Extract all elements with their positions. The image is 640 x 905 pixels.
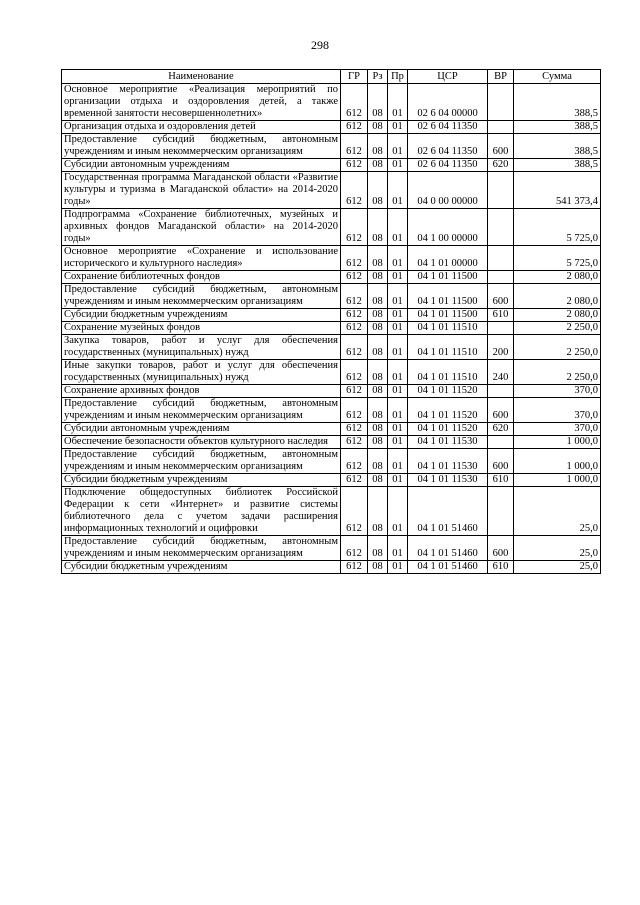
row-gr: 612 <box>341 335 368 360</box>
row-name: Предоставление субсидий бюджетным, автономным учреждениям и иным некоммерческим организациям <box>62 284 341 309</box>
table-row <box>62 121 601 134</box>
row-name: Сохранение музейных фондов <box>62 322 341 335</box>
table-row <box>62 159 601 172</box>
row-sum: 2 080,0 <box>514 284 601 309</box>
row-name: Основное мероприятие «Сохранение и использование исторического и культурного наследия» <box>62 246 341 271</box>
column-header-rz: Рз <box>368 70 388 84</box>
row-rz: 08 <box>368 561 388 574</box>
row-sum: 541 373,4 <box>514 172 601 209</box>
row-vr: 610 <box>488 561 514 574</box>
row-rz: 08 <box>368 209 388 246</box>
row-vr <box>488 84 514 121</box>
table-row <box>62 246 601 271</box>
column-header-pr: Пр <box>388 70 408 84</box>
row-sum: 2 080,0 <box>514 309 601 322</box>
row-rz: 08 <box>368 121 388 134</box>
row-pr: 01 <box>388 398 408 423</box>
column-header-gr: ГР <box>341 70 368 84</box>
table-row <box>62 84 601 121</box>
row-gr: 612 <box>341 385 368 398</box>
row-sum: 388,5 <box>514 121 601 134</box>
row-gr: 612 <box>341 474 368 487</box>
row-sum: 370,0 <box>514 398 601 423</box>
row-gr: 612 <box>341 487 368 536</box>
row-sum: 2 080,0 <box>514 271 601 284</box>
table-row <box>62 335 601 360</box>
row-sum: 5 725,0 <box>514 209 601 246</box>
row-csr: 04 1 01 11520 <box>408 398 488 423</box>
table-header <box>62 70 601 84</box>
row-pr: 01 <box>388 385 408 398</box>
row-rz: 08 <box>368 159 388 172</box>
row-rz: 08 <box>368 449 388 474</box>
row-name: Государственная программа Магаданской области «Развитие культуры и туризма в Магаданской области» на 2014-2020 годы» <box>62 172 341 209</box>
row-gr: 612 <box>341 436 368 449</box>
row-gr: 612 <box>341 536 368 561</box>
row-vr: 600 <box>488 398 514 423</box>
row-rz: 08 <box>368 172 388 209</box>
row-pr: 01 <box>388 172 408 209</box>
row-vr: 600 <box>488 284 514 309</box>
table-row <box>62 487 601 536</box>
row-rz: 08 <box>368 385 388 398</box>
row-name: Субсидии автономным учреждениям <box>62 159 341 172</box>
row-vr: 240 <box>488 360 514 385</box>
row-pr: 01 <box>388 474 408 487</box>
table-body <box>62 84 601 574</box>
row-gr: 612 <box>341 209 368 246</box>
row-csr: 04 1 01 11530 <box>408 474 488 487</box>
page-number: 298 <box>311 38 329 52</box>
row-sum: 25,0 <box>514 487 601 536</box>
row-csr: 04 1 01 11530 <box>408 436 488 449</box>
row-pr: 01 <box>388 84 408 121</box>
row-csr: 02 6 04 11350 <box>408 134 488 159</box>
row-csr: 04 1 01 00000 <box>408 246 488 271</box>
row-csr: 04 1 01 11500 <box>408 271 488 284</box>
row-name: Предоставление субсидий бюджетным, автономным учреждениям и иным некоммерческим организациям <box>62 134 341 159</box>
row-name: Сохранение архивных фондов <box>62 385 341 398</box>
row-csr: 02 6 04 00000 <box>408 84 488 121</box>
row-pr: 01 <box>388 561 408 574</box>
row-gr: 612 <box>341 84 368 121</box>
row-gr: 612 <box>341 398 368 423</box>
row-name: Иные закупки товаров, работ и услуг для обеспечения государственных (муниципальных) нужд <box>62 360 341 385</box>
row-pr: 01 <box>388 134 408 159</box>
table-row <box>62 322 601 335</box>
table-row <box>62 474 601 487</box>
row-pr: 01 <box>388 335 408 360</box>
row-name: Подключение общедоступных библиотек Российской Федерации к сети «Интернет» и развитие системы библиотечного дела с учетом задачи расширения информационных технологий и оцифровки <box>62 487 341 536</box>
row-vr: 610 <box>488 309 514 322</box>
row-rz: 08 <box>368 536 388 561</box>
row-csr: 04 1 01 11510 <box>408 322 488 335</box>
row-gr: 612 <box>341 159 368 172</box>
row-vr <box>488 209 514 246</box>
row-vr: 200 <box>488 335 514 360</box>
row-sum: 388,5 <box>514 159 601 172</box>
budget-table <box>61 69 601 574</box>
table-row <box>62 436 601 449</box>
table-row <box>62 536 601 561</box>
row-rz: 08 <box>368 246 388 271</box>
row-csr: 04 1 00 00000 <box>408 209 488 246</box>
table-row <box>62 449 601 474</box>
row-sum: 2 250,0 <box>514 360 601 385</box>
row-csr: 04 1 01 11510 <box>408 360 488 385</box>
row-vr <box>488 271 514 284</box>
row-gr: 612 <box>341 172 368 209</box>
row-pr: 01 <box>388 159 408 172</box>
row-csr: 04 1 01 11520 <box>408 423 488 436</box>
row-pr: 01 <box>388 246 408 271</box>
table-row <box>62 398 601 423</box>
row-vr <box>488 385 514 398</box>
row-rz: 08 <box>368 436 388 449</box>
row-sum: 25,0 <box>514 561 601 574</box>
row-name: Субсидии бюджетным учреждениям <box>62 561 341 574</box>
column-header-vr: ВР <box>488 70 514 84</box>
row-csr: 02 6 04 11350 <box>408 159 488 172</box>
row-name: Субсидии бюджетным учреждениям <box>62 474 341 487</box>
row-csr: 04 1 01 51460 <box>408 487 488 536</box>
table-row <box>62 309 601 322</box>
row-vr <box>488 172 514 209</box>
row-csr: 04 1 01 11520 <box>408 385 488 398</box>
table-row <box>62 423 601 436</box>
row-gr: 612 <box>341 271 368 284</box>
row-gr: 612 <box>341 121 368 134</box>
row-rz: 08 <box>368 360 388 385</box>
row-rz: 08 <box>368 398 388 423</box>
row-pr: 01 <box>388 209 408 246</box>
row-csr: 04 1 01 11500 <box>408 309 488 322</box>
row-rz: 08 <box>368 322 388 335</box>
column-header-csr: ЦСР <box>408 70 488 84</box>
table-row <box>62 172 601 209</box>
row-name: Предоставление субсидий бюджетным, автономным учреждениям и иным некоммерческим организациям <box>62 536 341 561</box>
row-name: Предоставление субсидий бюджетным, автономным учреждениям и иным некоммерческим организациям <box>62 398 341 423</box>
row-csr: 02 6 04 11350 <box>408 121 488 134</box>
row-rz: 08 <box>368 474 388 487</box>
header-row <box>62 70 601 84</box>
table-row <box>62 284 601 309</box>
row-vr <box>488 322 514 335</box>
row-pr: 01 <box>388 309 408 322</box>
row-sum: 1 000,0 <box>514 474 601 487</box>
row-pr: 01 <box>388 322 408 335</box>
row-csr: 04 1 01 11530 <box>408 449 488 474</box>
row-vr <box>488 487 514 536</box>
row-name: Организация отдыха и оздоровления детей <box>62 121 341 134</box>
table-row <box>62 271 601 284</box>
row-sum: 2 250,0 <box>514 322 601 335</box>
row-vr <box>488 246 514 271</box>
row-sum: 370,0 <box>514 423 601 436</box>
row-vr: 600 <box>488 134 514 159</box>
row-csr: 04 1 01 51460 <box>408 536 488 561</box>
row-rz: 08 <box>368 423 388 436</box>
row-vr: 600 <box>488 536 514 561</box>
row-sum: 2 250,0 <box>514 335 601 360</box>
table-row <box>62 134 601 159</box>
row-vr: 610 <box>488 474 514 487</box>
row-vr <box>488 436 514 449</box>
row-gr: 612 <box>341 360 368 385</box>
row-csr: 04 1 01 11510 <box>408 335 488 360</box>
row-sum: 388,5 <box>514 84 601 121</box>
row-rz: 08 <box>368 309 388 322</box>
row-pr: 01 <box>388 284 408 309</box>
row-gr: 612 <box>341 309 368 322</box>
row-gr: 612 <box>341 423 368 436</box>
row-rz: 08 <box>368 284 388 309</box>
row-vr <box>488 121 514 134</box>
row-rz: 08 <box>368 84 388 121</box>
row-pr: 01 <box>388 436 408 449</box>
row-rz: 08 <box>368 487 388 536</box>
row-gr: 612 <box>341 322 368 335</box>
row-gr: 612 <box>341 561 368 574</box>
row-gr: 612 <box>341 449 368 474</box>
row-gr: 612 <box>341 134 368 159</box>
row-name: Подпрограмма «Сохранение библиотечных, музейных и архивных фондов Магаданской области» на 2014-2020 годы» <box>62 209 341 246</box>
row-name: Субсидии бюджетным учреждениям <box>62 309 341 322</box>
row-vr: 620 <box>488 423 514 436</box>
row-sum: 1 000,0 <box>514 449 601 474</box>
row-name: Обеспечение безопасности объектов культурного наследия <box>62 436 341 449</box>
row-vr: 600 <box>488 449 514 474</box>
column-header-name: Наименование <box>62 70 341 84</box>
row-pr: 01 <box>388 360 408 385</box>
table-row <box>62 360 601 385</box>
row-csr: 04 1 01 51460 <box>408 561 488 574</box>
row-name: Закупка товаров, работ и услуг для обеспечения государственных (муниципальных) нужд <box>62 335 341 360</box>
row-rz: 08 <box>368 271 388 284</box>
row-sum: 388,5 <box>514 134 601 159</box>
row-sum: 25,0 <box>514 536 601 561</box>
row-sum: 370,0 <box>514 385 601 398</box>
row-pr: 01 <box>388 271 408 284</box>
row-pr: 01 <box>388 487 408 536</box>
row-gr: 612 <box>341 284 368 309</box>
row-pr: 01 <box>388 423 408 436</box>
table-row <box>62 209 601 246</box>
row-pr: 01 <box>388 536 408 561</box>
row-gr: 612 <box>341 246 368 271</box>
column-header-sum: Сумма <box>514 70 601 84</box>
row-rz: 08 <box>368 134 388 159</box>
row-name: Основное мероприятие «Реализация мероприятий по организации отдыха и оздоровления детей, а также временной занятости несовершеннолетних» <box>62 84 341 121</box>
row-sum: 1 000,0 <box>514 436 601 449</box>
row-pr: 01 <box>388 121 408 134</box>
table-row <box>62 561 601 574</box>
row-sum: 5 725,0 <box>514 246 601 271</box>
row-name: Субсидии автономным учреждениям <box>62 423 341 436</box>
row-name: Сохранение библиотечных фондов <box>62 271 341 284</box>
row-vr: 620 <box>488 159 514 172</box>
row-rz: 08 <box>368 335 388 360</box>
table-row <box>62 385 601 398</box>
row-csr: 04 0 00 00000 <box>408 172 488 209</box>
row-csr: 04 1 01 11500 <box>408 284 488 309</box>
row-pr: 01 <box>388 449 408 474</box>
row-name: Предоставление субсидий бюджетным, автономным учреждениям и иным некоммерческим организациям <box>62 449 341 474</box>
